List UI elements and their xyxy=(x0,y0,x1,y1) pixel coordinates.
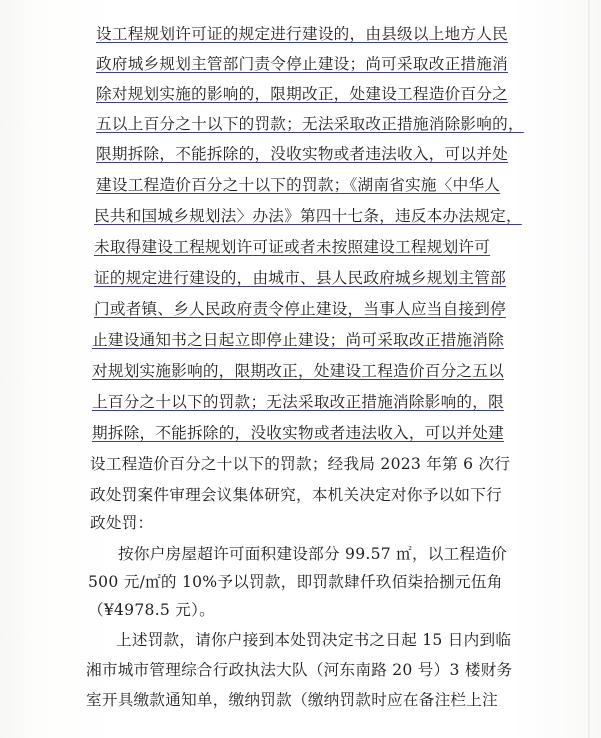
text-line-8 xyxy=(94,237,490,257)
text-line-4 xyxy=(96,114,524,134)
text-line-3 xyxy=(96,84,508,104)
text-line-14 xyxy=(92,423,504,443)
underlined-text: 政府城乡规划主管部门责令停止建设；尚可采取改正措施消 xyxy=(96,55,508,73)
text-line-10 xyxy=(94,299,506,319)
underlined-text: 除对规划实施的影响的，限期改正，处建设工程造价百分之 xyxy=(96,85,508,103)
text-line-17: 政处罚： xyxy=(90,514,154,532)
text-line-7 xyxy=(94,206,522,226)
underlined-text: 对规划实施影响的，限期改正，处建设工程造价百分之五以 xyxy=(92,362,504,380)
text-line-9 xyxy=(94,268,506,288)
page-fold-shadow xyxy=(588,0,590,738)
text-line-23: 室开具缴款通知单，缴纳罚款（缴纳罚款时应在备注栏上注 xyxy=(86,691,498,709)
underlined-text: 未取得建设工程规划许可证或者未按照建设工程规划许可 xyxy=(94,238,491,256)
underlined-text: 期拆除，不能拆除的，没收实物或者违法收入，可以并处建 xyxy=(92,424,504,442)
text-line-1 xyxy=(96,24,508,44)
underlined-text: 五以上百分之十以下的罚款；无法采取改正措施消除影响的， xyxy=(96,115,524,133)
underlined-text: 建设工程造价百分之十以下的罚款；《湖南省实施〈中华人 xyxy=(96,176,501,194)
underlined-text: 止建设通知书之日起立即停止建设；尚可采取改正措施消除 xyxy=(92,331,504,349)
text-line-15: 设工程造价百分之十以下的罚款；经我局 2023 年第 6 次行 xyxy=(90,455,511,473)
text-line-11 xyxy=(92,330,504,350)
text-line-20: （¥4978.5 元）。 xyxy=(88,601,216,619)
text-line-19: 500 元/㎡的 10%予以罚款，即罚款肆仟玖佰柒拾捌元伍角 xyxy=(88,573,503,591)
underlined-text: 上百分之十以下的罚款；无法采取改正措施消除影响的，限 xyxy=(92,393,504,411)
underlined-text: 证的规定进行建设的，由城市、县人民政府城乡规划主管部 xyxy=(94,269,506,287)
text-line-22: 湘市城市管理综合行政执法大队（河东南路 20 号）3 楼财务 xyxy=(86,661,513,679)
text-line-2 xyxy=(96,54,508,74)
underlined-text: 设工程规划许可证的规定进行建设的，由县级以上地方人民 xyxy=(96,25,508,43)
text-line-21: 上述罚款，请你户接到本处罚决定书之日起 15 日内到临 xyxy=(116,631,512,649)
text-line-5 xyxy=(96,144,508,164)
underlined-text: 民共和国城乡规划法〉办法》第四十七条，违反本办法规定， xyxy=(94,207,522,225)
text-line-12 xyxy=(92,361,504,381)
underlined-text: 限期拆除，不能拆除的，没收实物或者违法收入，可以并处 xyxy=(96,145,508,163)
text-line-16: 政处罚案件审理会议集体研究，本机关决定对你予以如下行 xyxy=(90,486,502,504)
text-line-13 xyxy=(92,392,504,412)
text-line-18: 按你户房屋超许可面积建设部分 99.57 ㎡，以工程造价 xyxy=(118,545,508,563)
text-line-6 xyxy=(96,175,500,195)
underlined-text: 门或者镇、乡人民政府责令停止建设，当事人应当自接到停 xyxy=(94,300,506,318)
